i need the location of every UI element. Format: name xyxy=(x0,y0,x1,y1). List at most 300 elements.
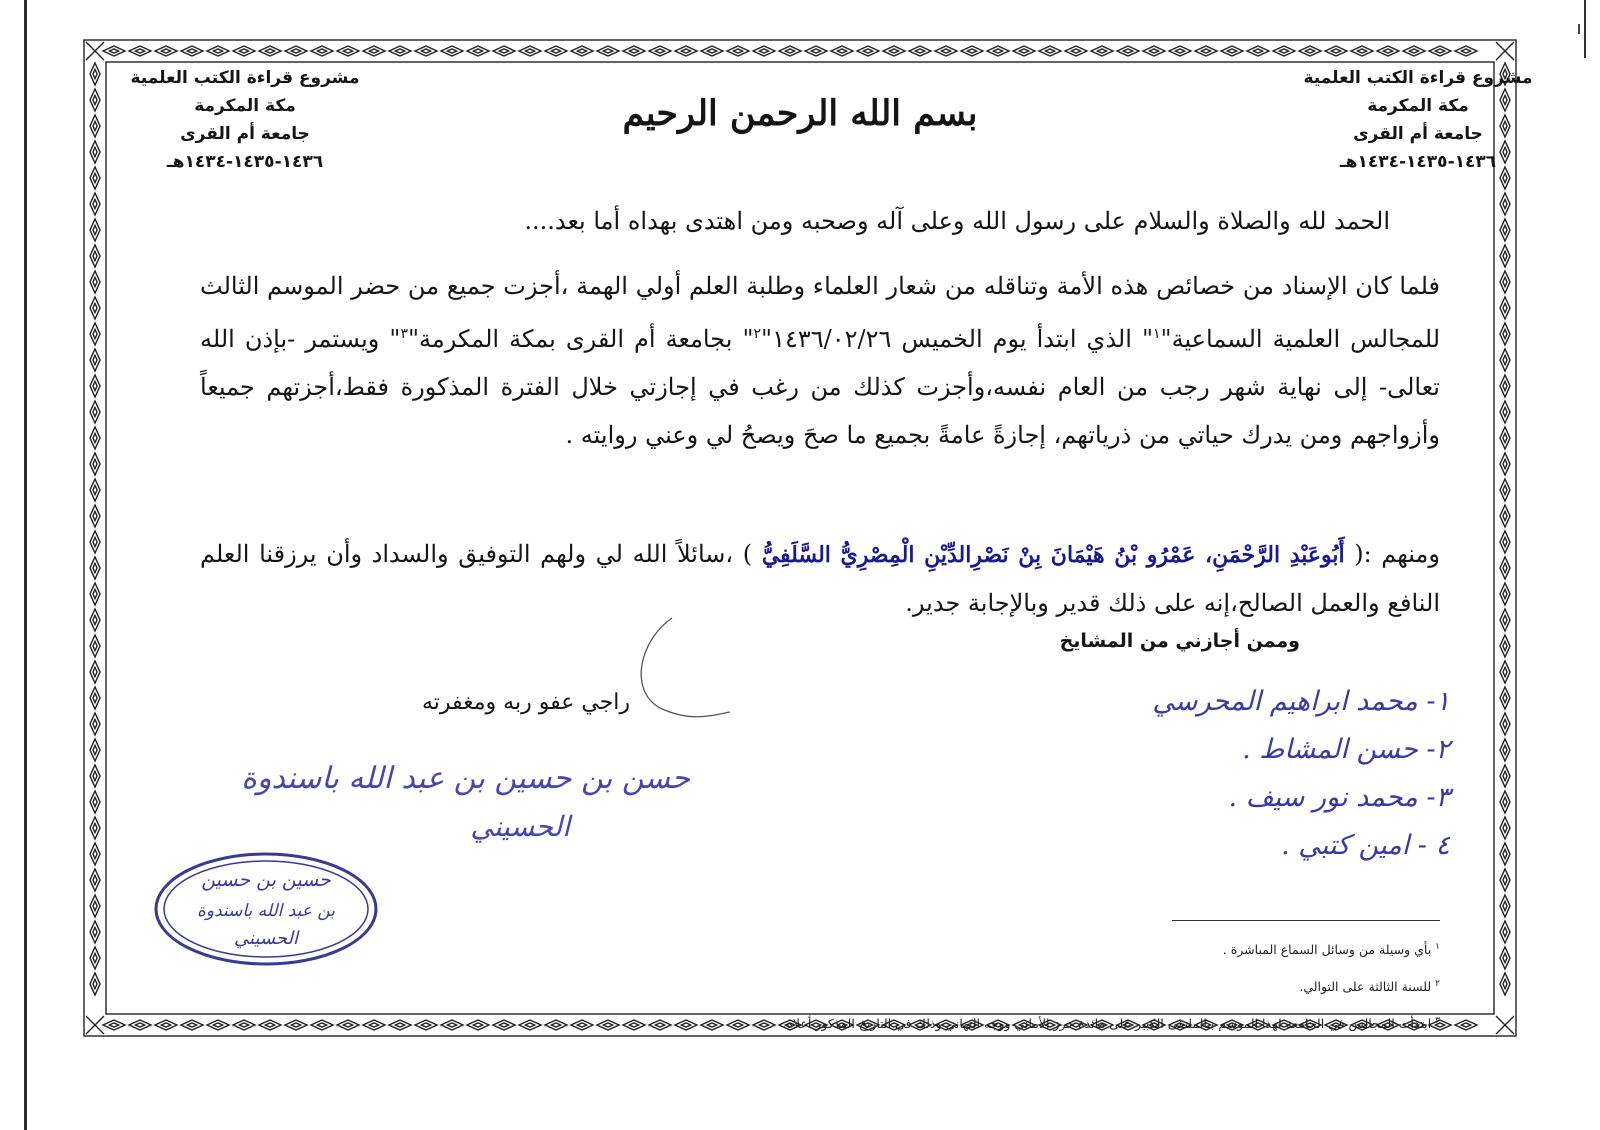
border-ornament-inner xyxy=(109,49,118,53)
sheikh-item: ٣- محمد نور سيف . xyxy=(1228,782,1450,813)
border-ornament xyxy=(90,739,100,761)
paragraph-ijaza-text xyxy=(200,262,1440,459)
border-ornament xyxy=(1500,323,1510,345)
border-ornament-inner xyxy=(343,49,352,53)
border-ornament xyxy=(701,46,723,56)
border-ornament xyxy=(1351,46,1373,56)
border-ornament xyxy=(259,46,281,56)
border-ornament xyxy=(90,765,100,787)
border-ornament-inner xyxy=(395,49,404,53)
header-right xyxy=(1268,64,1568,176)
border-ornament xyxy=(90,687,100,709)
border-ornament xyxy=(90,323,100,345)
border-ornament-inner xyxy=(1503,355,1507,364)
border-ornament xyxy=(441,46,463,56)
border-ornament-inner xyxy=(811,49,820,53)
border-ornament-inner xyxy=(93,901,97,910)
border-ornament-inner xyxy=(291,49,300,53)
border-ornament-inner xyxy=(577,1023,586,1027)
border-ornament xyxy=(545,1020,567,1030)
border-ornament xyxy=(753,46,775,56)
border-ornament-inner xyxy=(1503,901,1507,910)
border-ornament-inner xyxy=(629,1023,638,1027)
border-ornament xyxy=(90,635,100,657)
border-ornament xyxy=(311,1020,333,1030)
border-ornament xyxy=(1500,193,1510,215)
border-ornament-inner xyxy=(1305,49,1314,53)
border-ornament-inner xyxy=(1503,459,1507,468)
border-ornament-inner xyxy=(681,49,690,53)
border-ornament-inner xyxy=(135,1023,144,1027)
border-ornament xyxy=(90,713,100,735)
border-ornament xyxy=(909,46,931,56)
border-ornament-inner xyxy=(93,875,97,884)
border-ornament-inner xyxy=(161,49,170,53)
border-ornament xyxy=(1039,46,1061,56)
basmala-title: بسم الله الرحمن الرحيم xyxy=(622,93,978,134)
border-ornament xyxy=(649,46,671,56)
border-ornament xyxy=(1500,817,1510,839)
border-ornament xyxy=(1500,609,1510,631)
seal-line-1: حسين بن حسين xyxy=(201,869,331,891)
border-ornament-inner xyxy=(239,49,248,53)
border-ornament-inner xyxy=(1503,329,1507,338)
border-ornament-inner xyxy=(135,49,144,53)
border-corner-knot xyxy=(86,42,104,60)
border-ornament xyxy=(1273,46,1295,56)
handwritten-signature-line2: الحسيني xyxy=(470,810,570,843)
border-ornament xyxy=(90,245,100,267)
border-ornament-inner xyxy=(93,251,97,260)
border-ornament-inner xyxy=(213,49,222,53)
recipient-name: أَبُوعَبْدِ الرَّحْمَنِ، عَمْرُو بْنُ هَيْمَانَ بِنْ نَصْرِالدِّيْنِ الْمِصْرِيُّ السَّلَفِيُّ xyxy=(761,542,1345,568)
border-ornament xyxy=(805,46,827,56)
border-ornament-inner xyxy=(551,1023,560,1027)
para1-part-a: فلما كان الإسناد من خصائص هذه الأمة وتناقله من شعار العلماء وطلبة العلم أولي الهمة ،أجزت جميع من حضر الموسم الثالث للمجالس العلمية السماعية" xyxy=(200,272,1441,353)
border-ornament xyxy=(415,1020,437,1030)
header-left-years: ١٤٣٦-١٤٣٥-١٤٣٤هـ xyxy=(166,152,324,172)
border-ornament xyxy=(519,46,541,56)
border-ornament-inner xyxy=(1503,667,1507,676)
border-ornament-inner xyxy=(863,49,872,53)
border-ornament-inner xyxy=(1435,49,1444,53)
border-ornament xyxy=(675,46,697,56)
border-ornament-inner xyxy=(93,615,97,624)
border-ornament xyxy=(1500,505,1510,527)
border-ornament-inner xyxy=(93,771,97,780)
border-ornament xyxy=(90,219,100,241)
border-ornament-inner xyxy=(239,1023,248,1027)
border-ornament xyxy=(727,46,749,56)
border-ornament-inner xyxy=(265,1023,274,1027)
border-ornament-inner xyxy=(733,49,742,53)
border-ornament-inner xyxy=(1503,251,1507,260)
border-ornament xyxy=(259,1020,281,1030)
border-ornament-inner xyxy=(551,49,560,53)
footnote-2 xyxy=(640,967,1440,1004)
border-ornament xyxy=(90,193,100,215)
sheikhs-heading: وممن أجازني من المشايخ xyxy=(1059,630,1300,652)
border-ornament xyxy=(90,921,100,943)
border-ornament xyxy=(90,349,100,371)
border-ornament-inner xyxy=(1503,407,1507,416)
border-ornament xyxy=(1221,46,1243,56)
border-ornament xyxy=(1500,973,1510,995)
border-ornament-inner xyxy=(187,1023,196,1027)
border-ornament xyxy=(519,1020,541,1030)
footnote-mark: ٢ xyxy=(1435,979,1440,990)
border-ornament xyxy=(90,531,100,553)
border-ornament-inner xyxy=(343,1023,352,1027)
border-ornament xyxy=(857,46,879,56)
footnote-text: ابتدأت المجالس في الجامعة لهذا الموسم بـالملتقى الكبير على مائدة حرز الأماني ووجه التهاني وذلك في التاريخ المذكور أعلاه. xyxy=(782,1016,1436,1032)
border-ornament-inner xyxy=(93,433,97,442)
border-ornament xyxy=(1169,46,1191,56)
border-ornament xyxy=(1500,479,1510,501)
seal-line-2: بن عبد الله باسندوة xyxy=(196,901,336,921)
border-ornament-inner xyxy=(93,797,97,806)
border-ornament xyxy=(90,973,100,995)
handwritten-signature: حسن بن حسين بن عبد الله باسندوة xyxy=(241,761,690,796)
border-ornament xyxy=(1455,46,1477,56)
border-ornament-inner xyxy=(93,355,97,364)
border-ornament-inner xyxy=(1503,589,1507,598)
border-ornament-inner xyxy=(1253,49,1262,53)
border-ornament xyxy=(1500,635,1510,657)
border-ornament xyxy=(90,895,100,917)
header-left xyxy=(95,64,395,176)
border-ornament xyxy=(1500,375,1510,397)
border-ornament-inner xyxy=(93,849,97,858)
border-ornament xyxy=(90,791,100,813)
border-ornament-inner xyxy=(1357,49,1366,53)
border-ornament-inner xyxy=(93,407,97,416)
border-ornament-inner xyxy=(707,49,716,53)
border-ornament xyxy=(389,1020,411,1030)
border-ornament-inner xyxy=(1461,1023,1470,1027)
border-ornament-inner xyxy=(161,1023,170,1027)
border-ornament-inner xyxy=(1503,745,1507,754)
border-ornament-inner xyxy=(1503,511,1507,520)
footnote-1 xyxy=(640,930,1440,967)
border-ornament-inner xyxy=(317,1023,326,1027)
border-ornament-inner xyxy=(1149,49,1158,53)
border-ornament-inner xyxy=(93,199,97,208)
signer-phrase: راجي عفو ربه ومغفرته xyxy=(421,690,630,715)
border-ornament xyxy=(90,843,100,865)
intro-line: الحمد لله والصلاة والسلام على رسول الله وعلى آله وصحبه ومن اهتدى بهداه أما بعد.... xyxy=(524,207,1390,235)
border-ornament xyxy=(1500,895,1510,917)
border-ornament-inner xyxy=(1503,615,1507,624)
border-ornament xyxy=(103,46,125,56)
border-ornament xyxy=(883,46,905,56)
border-ornament xyxy=(493,46,515,56)
border-ornament-inner xyxy=(93,511,97,520)
border-ornament xyxy=(1325,46,1347,56)
border-ornament-inner xyxy=(1503,433,1507,442)
border-ornament-inner xyxy=(993,49,1002,53)
border-ornament-inner xyxy=(421,1023,430,1027)
border-ornament-inner xyxy=(93,979,97,988)
border-ornament-inner xyxy=(109,1023,118,1027)
border-ornament-inner xyxy=(213,1023,222,1027)
border-ornament-inner xyxy=(1227,49,1236,53)
border-ornament xyxy=(571,1020,593,1030)
border-ornament xyxy=(467,1020,489,1030)
border-ornament xyxy=(987,46,1009,56)
border-ornament-inner xyxy=(447,1023,456,1027)
border-ornament xyxy=(337,46,359,56)
footnote-ref-1: ١ xyxy=(1153,326,1161,342)
border-ornament xyxy=(363,1020,385,1030)
border-ornament xyxy=(1500,401,1510,423)
border-ornament xyxy=(1299,46,1321,56)
border-ornament-inner xyxy=(1503,719,1507,728)
border-ornament xyxy=(1247,46,1269,56)
header-left-university: جامعة أم القرى xyxy=(180,124,310,144)
border-ornament-inner xyxy=(93,225,97,234)
border-ornament-inner xyxy=(1045,49,1054,53)
border-ornament-inner xyxy=(93,589,97,598)
para1-part-c: " بجامعة أم القرى بمكة المكرمة" xyxy=(407,325,754,353)
border-ornament xyxy=(1500,869,1510,891)
sheikh-item: ٢- حسن المشاط . xyxy=(1242,734,1450,765)
border-ornament xyxy=(1500,687,1510,709)
border-ornament xyxy=(1377,46,1399,56)
border-ornament xyxy=(1500,453,1510,475)
border-ornament xyxy=(623,46,645,56)
border-ornament xyxy=(1455,1020,1477,1030)
border-ornament-inner xyxy=(499,49,508,53)
border-ornament xyxy=(1013,46,1035,56)
border-ornament-inner xyxy=(603,1023,612,1027)
border-ornament xyxy=(1117,46,1139,56)
border-ornament-inner xyxy=(93,823,97,832)
sheikh-item: ٤ - امين كتبي . xyxy=(1281,830,1450,861)
border-ornament xyxy=(233,46,255,56)
border-ornament xyxy=(1500,921,1510,943)
border-ornament-inner xyxy=(369,49,378,53)
border-ornament-inner xyxy=(1461,49,1470,53)
border-ornament-inner xyxy=(1409,49,1418,53)
border-ornament-inner xyxy=(93,563,97,572)
border-ornament-inner xyxy=(1097,49,1106,53)
border-ornament-inner xyxy=(499,1023,508,1027)
border-ornament-inner xyxy=(1201,49,1210,53)
border-ornament xyxy=(545,46,567,56)
border-ornament xyxy=(1500,297,1510,319)
border-ornament xyxy=(1500,245,1510,267)
footnote-text: بأي وسيلة من وسائل السماع المباشرة . xyxy=(1222,942,1436,958)
border-ornament-inner xyxy=(1071,49,1080,53)
border-ornament xyxy=(285,46,307,56)
border-ornament xyxy=(1500,219,1510,241)
border-ornament xyxy=(90,375,100,397)
border-ornament xyxy=(90,609,100,631)
border-ornament-inner xyxy=(1503,277,1507,286)
border-ornament xyxy=(207,1020,229,1030)
border-ornament-inner xyxy=(1503,979,1507,988)
border-ornament xyxy=(337,1020,359,1030)
border-ornament-inner xyxy=(1503,771,1507,780)
border-ornament xyxy=(285,1020,307,1030)
footnote-text: للسنة الثالثة على التوالي. xyxy=(1299,979,1436,995)
border-ornament-inner xyxy=(447,49,456,53)
border-ornament-inner xyxy=(93,303,97,312)
border-ornament xyxy=(90,453,100,475)
border-ornament-inner xyxy=(93,927,97,936)
footnote-ref-3: ٣ xyxy=(400,326,408,342)
footnotes xyxy=(640,930,1440,1041)
border-ornament xyxy=(90,869,100,891)
border-ornament xyxy=(1195,46,1217,56)
border-ornament xyxy=(90,557,100,579)
border-ornament xyxy=(597,46,619,56)
header-right-university: جامعة أم القرى xyxy=(1353,124,1483,144)
border-ornament-inner xyxy=(93,277,97,286)
border-ornament xyxy=(90,505,100,527)
border-ornament xyxy=(441,1020,463,1030)
border-ornament-inner xyxy=(1331,49,1340,53)
border-ornament-inner xyxy=(889,49,898,53)
border-corner-knot xyxy=(1496,1016,1514,1034)
border-ornament xyxy=(90,427,100,449)
border-ornament-inner xyxy=(1503,641,1507,650)
header-right-city: مكة المكرمة xyxy=(1367,96,1469,116)
footnote-separator xyxy=(1172,920,1440,921)
recipient-suffix: ) ،سائلاً الله لي ولهم التوفيق والسداد وأن يرزقنا العلم النافع والعمل الصالح،إنه على ذلك قدير وبالإجابة جدير. xyxy=(200,540,1440,617)
border-ornament-inner xyxy=(1503,199,1507,208)
border-ornament-inner xyxy=(317,49,326,53)
border-ornament xyxy=(311,46,333,56)
border-ornament-inner xyxy=(93,641,97,650)
border-ornament xyxy=(1500,947,1510,969)
border-ornament-inner xyxy=(525,1023,534,1027)
border-ornament xyxy=(493,1020,515,1030)
border-ornament-inner xyxy=(93,381,97,390)
border-ornament-inner xyxy=(187,49,196,53)
border-ornament xyxy=(1065,46,1087,56)
border-ornament xyxy=(389,46,411,56)
border-ornament xyxy=(467,46,489,56)
border-ornament-inner xyxy=(1383,49,1392,53)
border-ornament xyxy=(1500,661,1510,683)
footnote-mark: ٣ xyxy=(1435,1016,1440,1027)
border-ornament-inner xyxy=(785,49,794,53)
border-ornament xyxy=(1500,349,1510,371)
border-ornament-inner xyxy=(655,49,664,53)
border-ornament xyxy=(571,46,593,56)
border-ornament xyxy=(90,817,100,839)
border-ornament-inner xyxy=(1175,49,1184,53)
border-ornament xyxy=(1500,531,1510,553)
header-right-years: ١٤٣٦-١٤٣٥-١٤٣٤هـ xyxy=(1339,152,1497,172)
border-ornament-inner xyxy=(93,459,97,468)
border-ornament-inner xyxy=(93,745,97,754)
border-ornament-inner xyxy=(577,49,586,53)
border-ornament-inner xyxy=(93,719,97,728)
header-right-project: مشروع قراءة الكتب العلمية xyxy=(1303,68,1533,88)
border-ornament xyxy=(155,46,177,56)
border-ornament-inner xyxy=(941,49,950,53)
footnote-ref-2: ٢ xyxy=(753,326,762,342)
border-ornament-inner xyxy=(525,49,534,53)
border-ornament-inner xyxy=(265,49,274,53)
border-ornament xyxy=(129,1020,151,1030)
border-ornament xyxy=(181,46,203,56)
seal-graphic xyxy=(152,850,380,968)
paragraph-recipient xyxy=(200,530,1440,627)
border-ornament xyxy=(935,46,957,56)
sheikh-item: ١- محمد ابراهيم المحرسي xyxy=(1152,686,1450,717)
border-ornament xyxy=(1403,46,1425,56)
recipient-prefix: ومنهم :( xyxy=(1344,540,1440,568)
border-ornament xyxy=(1500,739,1510,761)
border-ornament-inner xyxy=(837,49,846,53)
border-ornament xyxy=(1500,713,1510,735)
border-ornament-inner xyxy=(93,485,97,494)
border-ornament-inner xyxy=(603,49,612,53)
border-ornament-inner xyxy=(1503,797,1507,806)
border-ornament-inner xyxy=(369,1023,378,1027)
border-ornament xyxy=(1091,46,1113,56)
seal-line-3: الحسيني xyxy=(233,928,299,949)
paragraph-ijaza xyxy=(200,262,1440,459)
border-ornament xyxy=(129,46,151,56)
border-ornament-inner xyxy=(1503,225,1507,234)
border-ornament xyxy=(90,271,100,293)
border-ornament-inner xyxy=(1279,49,1288,53)
border-ornament xyxy=(90,297,100,319)
border-ornament xyxy=(1500,765,1510,787)
border-ornament-inner xyxy=(93,329,97,338)
border-ornament xyxy=(90,583,100,605)
border-ornament xyxy=(831,46,853,56)
border-ornament-inner xyxy=(1503,303,1507,312)
border-ornament-inner xyxy=(759,49,768,53)
header-left-city: مكة المكرمة xyxy=(194,96,296,116)
official-seal xyxy=(152,850,380,968)
border-ornament-inner xyxy=(1503,953,1507,962)
para1-part-b: " الذي ابتدأ يوم الخميس ١٤٣٦/٠٢/٢٦" xyxy=(761,325,1153,353)
border-ornament xyxy=(961,46,983,56)
border-ornament-inner xyxy=(967,49,976,53)
border-ornament xyxy=(779,46,801,56)
border-ornament-inner xyxy=(1019,49,1028,53)
border-ornament xyxy=(363,46,385,56)
border-ornament xyxy=(1500,583,1510,605)
border-ornament xyxy=(597,1020,619,1030)
footnote-3 xyxy=(640,1004,1440,1041)
border-ornament-inner xyxy=(93,667,97,676)
border-ornament-inner xyxy=(1503,381,1507,390)
border-ornament xyxy=(1500,791,1510,813)
sheikhs-handwritten-list xyxy=(1110,686,1450,878)
border-ornament-inner xyxy=(473,1023,482,1027)
border-ornament xyxy=(90,401,100,423)
border-ornament-inner xyxy=(395,1023,404,1027)
border-ornament-inner xyxy=(93,693,97,702)
border-ornament-inner xyxy=(1503,849,1507,858)
border-ornament xyxy=(1429,46,1451,56)
border-ornament xyxy=(207,46,229,56)
border-ornament xyxy=(103,1020,125,1030)
header-left-project: مشروع قراءة الكتب العلمية xyxy=(130,68,360,88)
border-ornament-inner xyxy=(1123,49,1132,53)
border-ornament xyxy=(1500,271,1510,293)
border-ornament-inner xyxy=(629,49,638,53)
border-ornament-inner xyxy=(291,1023,300,1027)
